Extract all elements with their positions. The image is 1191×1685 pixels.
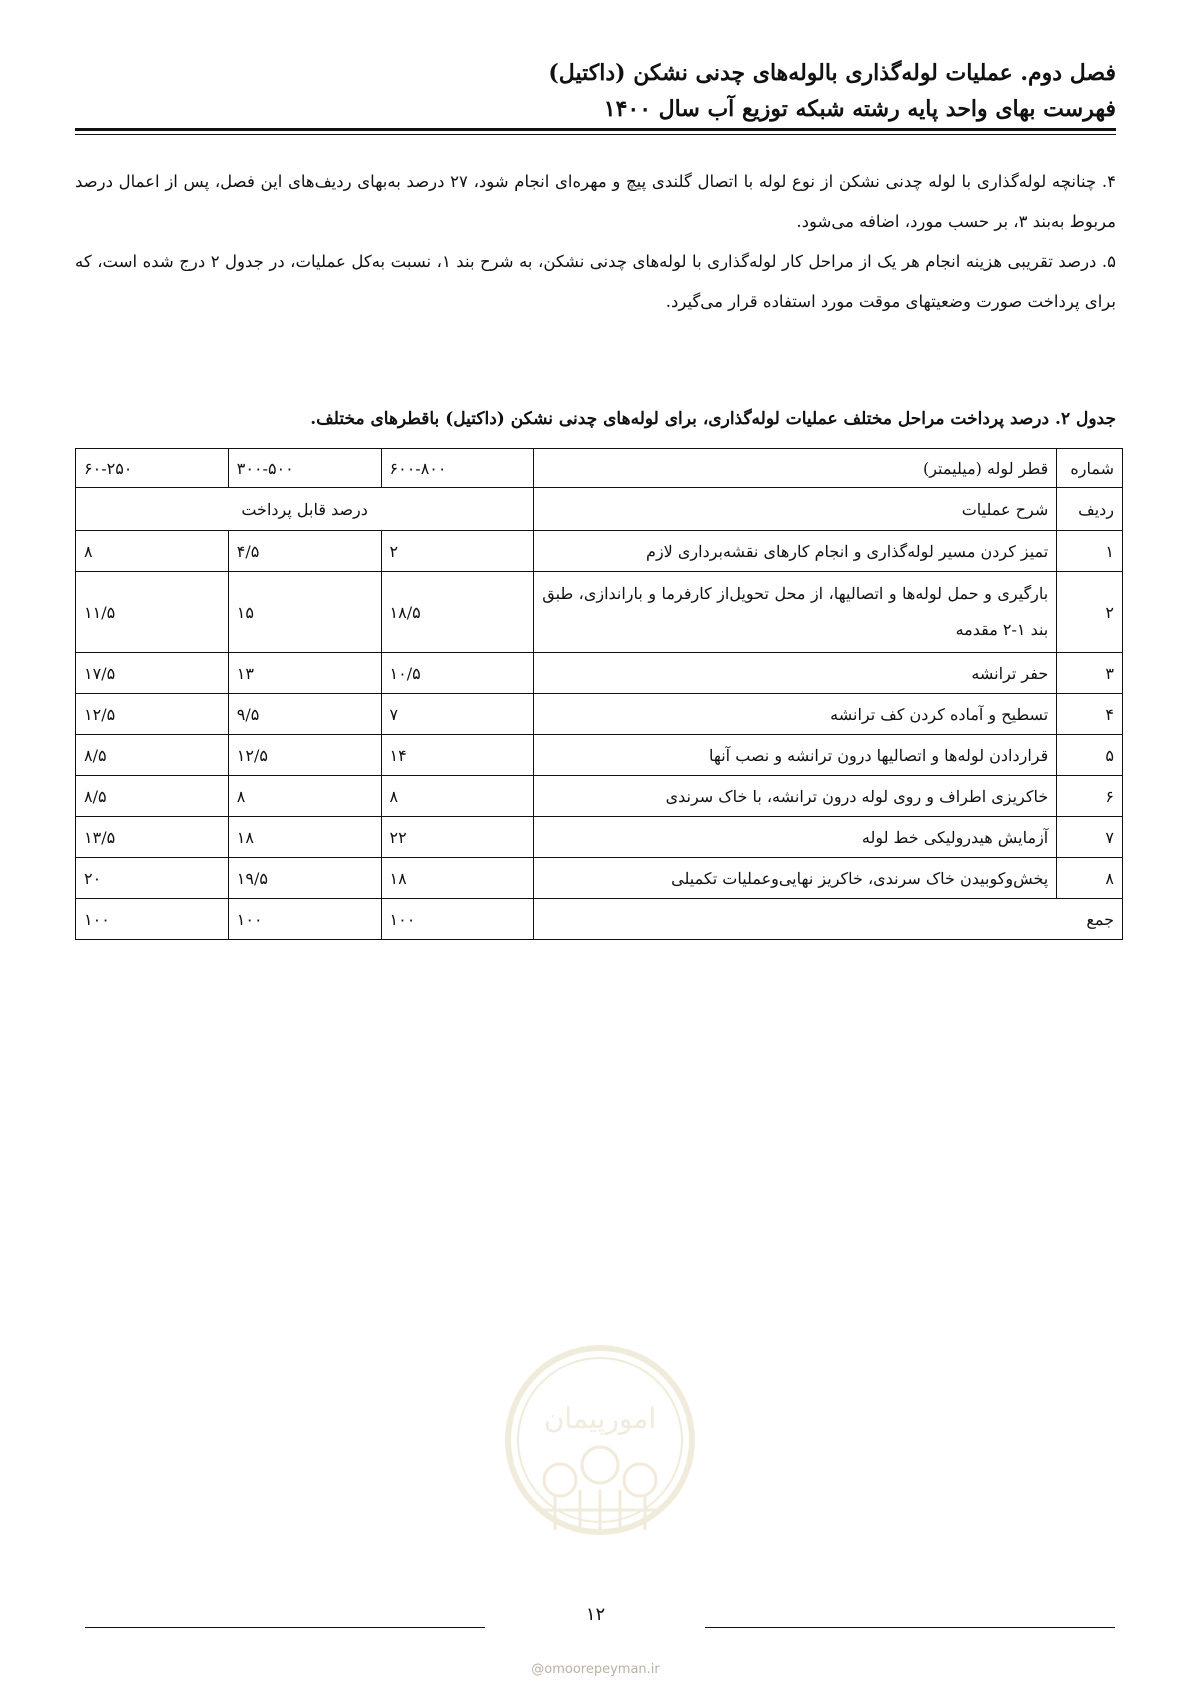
row-number: ۷ (1057, 817, 1123, 858)
total-label: جمع (534, 899, 1123, 940)
row-description: پخش‌وکوبیدن خاک سرندی، خاکریز نهایی‌وعملیات تکمیلی (534, 858, 1057, 899)
row-value: ۱۲/۵ (228, 735, 381, 776)
total-value: ۱۰۰ (76, 899, 229, 940)
row-value: ۱۵ (228, 572, 381, 653)
table-row (76, 531, 1123, 572)
row-value: ۸/۵ (76, 776, 229, 817)
table-row (76, 735, 1123, 776)
note-5: ۵. درصد تقریبی هزینه انجام هر یک از مراحل کار لوله‌گذاری با لوله‌های چدنی نشکن، به شرح بند ۱، نسبت به‌کل عملیات، در جدول ۲ درج شده است، که برای پرداخت صورت وضعیتهای موقت مورد استفاده قرار می‌گیرد. (75, 252, 1116, 311)
header-rule-thin (75, 134, 1116, 135)
watermark-url: @omoorepeyman.ir (531, 1662, 660, 1677)
row-value: ۱۷/۵ (76, 653, 229, 694)
table-row (76, 817, 1123, 858)
row-description: حفر ترانشه (534, 653, 1057, 694)
watermark-logo-text: امورپیمان (543, 1402, 657, 1435)
table-row (76, 694, 1123, 735)
header-pipe-diameter: قطر لوله (میلیمتر) (534, 449, 1057, 488)
row-value: ۷ (381, 694, 534, 735)
page-number: ۱۲ (585, 1604, 606, 1625)
row-value: ۱۰/۵ (381, 653, 534, 694)
header-operation-description: شرح عملیات (534, 488, 1057, 531)
table-row (76, 776, 1123, 817)
row-value: ۱۳/۵ (76, 817, 229, 858)
chapter-title: فصل دوم. عملیات لوله‌گذاری بالوله‌های چدنی نشکن (داکتیل) (548, 60, 1116, 86)
row-number: ۲ (1057, 572, 1123, 653)
row-value: ۸/۵ (76, 735, 229, 776)
row-value: ۱۸ (228, 817, 381, 858)
header-col-60-250: ۶۰-۲۵۰ (76, 449, 229, 488)
table-header-row (76, 449, 1123, 488)
row-number: ۵ (1057, 735, 1123, 776)
table-row (76, 572, 1123, 653)
row-description: خاکریزی اطراف و روی لوله درون ترانشه، با خاک سرندی (534, 776, 1057, 817)
row-value: ۱۴ (381, 735, 534, 776)
row-value: ۱۹/۵ (228, 858, 381, 899)
header-row-label: ردیف (1057, 488, 1123, 531)
row-value: ۱۸ (381, 858, 534, 899)
table-row (76, 858, 1123, 899)
row-value: ۸ (381, 776, 534, 817)
header-number: شماره (1057, 449, 1123, 488)
total-value: ۱۰۰ (381, 899, 534, 940)
row-value: ۲۲ (381, 817, 534, 858)
footer-rule-left (85, 1627, 485, 1628)
table-caption: جدول ۲. درصد پرداخت مراحل مختلف عملیات لوله‌گذاری، برای لوله‌های چدنی نشکن (داکتیل) باقطرهای مختلف. (310, 409, 1116, 429)
row-number: ۳ (1057, 653, 1123, 694)
total-value: ۱۰۰ (228, 899, 381, 940)
row-value: ۱۲/۵ (76, 694, 229, 735)
row-value: ۱۱/۵ (76, 572, 229, 653)
row-number: ۸ (1057, 858, 1123, 899)
document-title: فهرست بهای واحد پایه رشته شبکه توزیع آب سال ۱۴۰۰ (603, 96, 1116, 122)
footer-rule-right (705, 1627, 1115, 1628)
header-rule-thick (75, 128, 1116, 131)
header-payable-percent: درصد قابل پرداخت (76, 488, 534, 531)
operations-table (75, 448, 1123, 940)
row-number: ۶ (1057, 776, 1123, 817)
header-col-600-800: ۶۰۰-۸۰۰ (381, 449, 534, 488)
table-row (76, 653, 1123, 694)
row-value: ۸ (228, 776, 381, 817)
row-value: ۸ (76, 531, 229, 572)
row-number: ۱ (1057, 531, 1123, 572)
row-description: بارگیری و حمل لوله‌ها و اتصالیها، از محل تحویل‌از کارفرما و باراندازی، طبق بند ۱-۲ مقدمه (534, 572, 1057, 653)
table-subheader-row (76, 488, 1123, 531)
notes-section (75, 162, 1116, 322)
row-value: ۲۰ (76, 858, 229, 899)
row-description: آزمایش هیدرولیکی خط لوله (534, 817, 1057, 858)
page-header (75, 55, 1116, 127)
watermark-logo (500, 1340, 700, 1540)
row-value: ۱۸/۵ (381, 572, 534, 653)
row-value: ۱۳ (228, 653, 381, 694)
header-col-300-500: ۳۰۰-۵۰۰ (228, 449, 381, 488)
row-value: ۲ (381, 531, 534, 572)
row-description: قراردادن لوله‌ها و اتصالیها درون ترانشه و نصب آنها (534, 735, 1057, 776)
row-description: تمیز کردن مسیر لوله‌گذاری و انجام کارهای نقشه‌برداری لازم (534, 531, 1057, 572)
row-number: ۴ (1057, 694, 1123, 735)
row-description: تسطیح و آماده کردن کف ترانشه (534, 694, 1057, 735)
note-4: ۴. چنانچه لوله‌گذاری با لوله چدنی نشکن از نوع لوله با اتصال گلندی پیچ و مهره‌ای انجام شود، ۲۷ درصد به‌بهای ردیف‌های این فصل، پس از اعمال درصد مربوط به‌بند ۳، بر حسب مورد، اضافه می‌شود. (75, 172, 1116, 231)
table-total-row (76, 899, 1123, 940)
row-value: ۹/۵ (228, 694, 381, 735)
row-value: ۴/۵ (228, 531, 381, 572)
